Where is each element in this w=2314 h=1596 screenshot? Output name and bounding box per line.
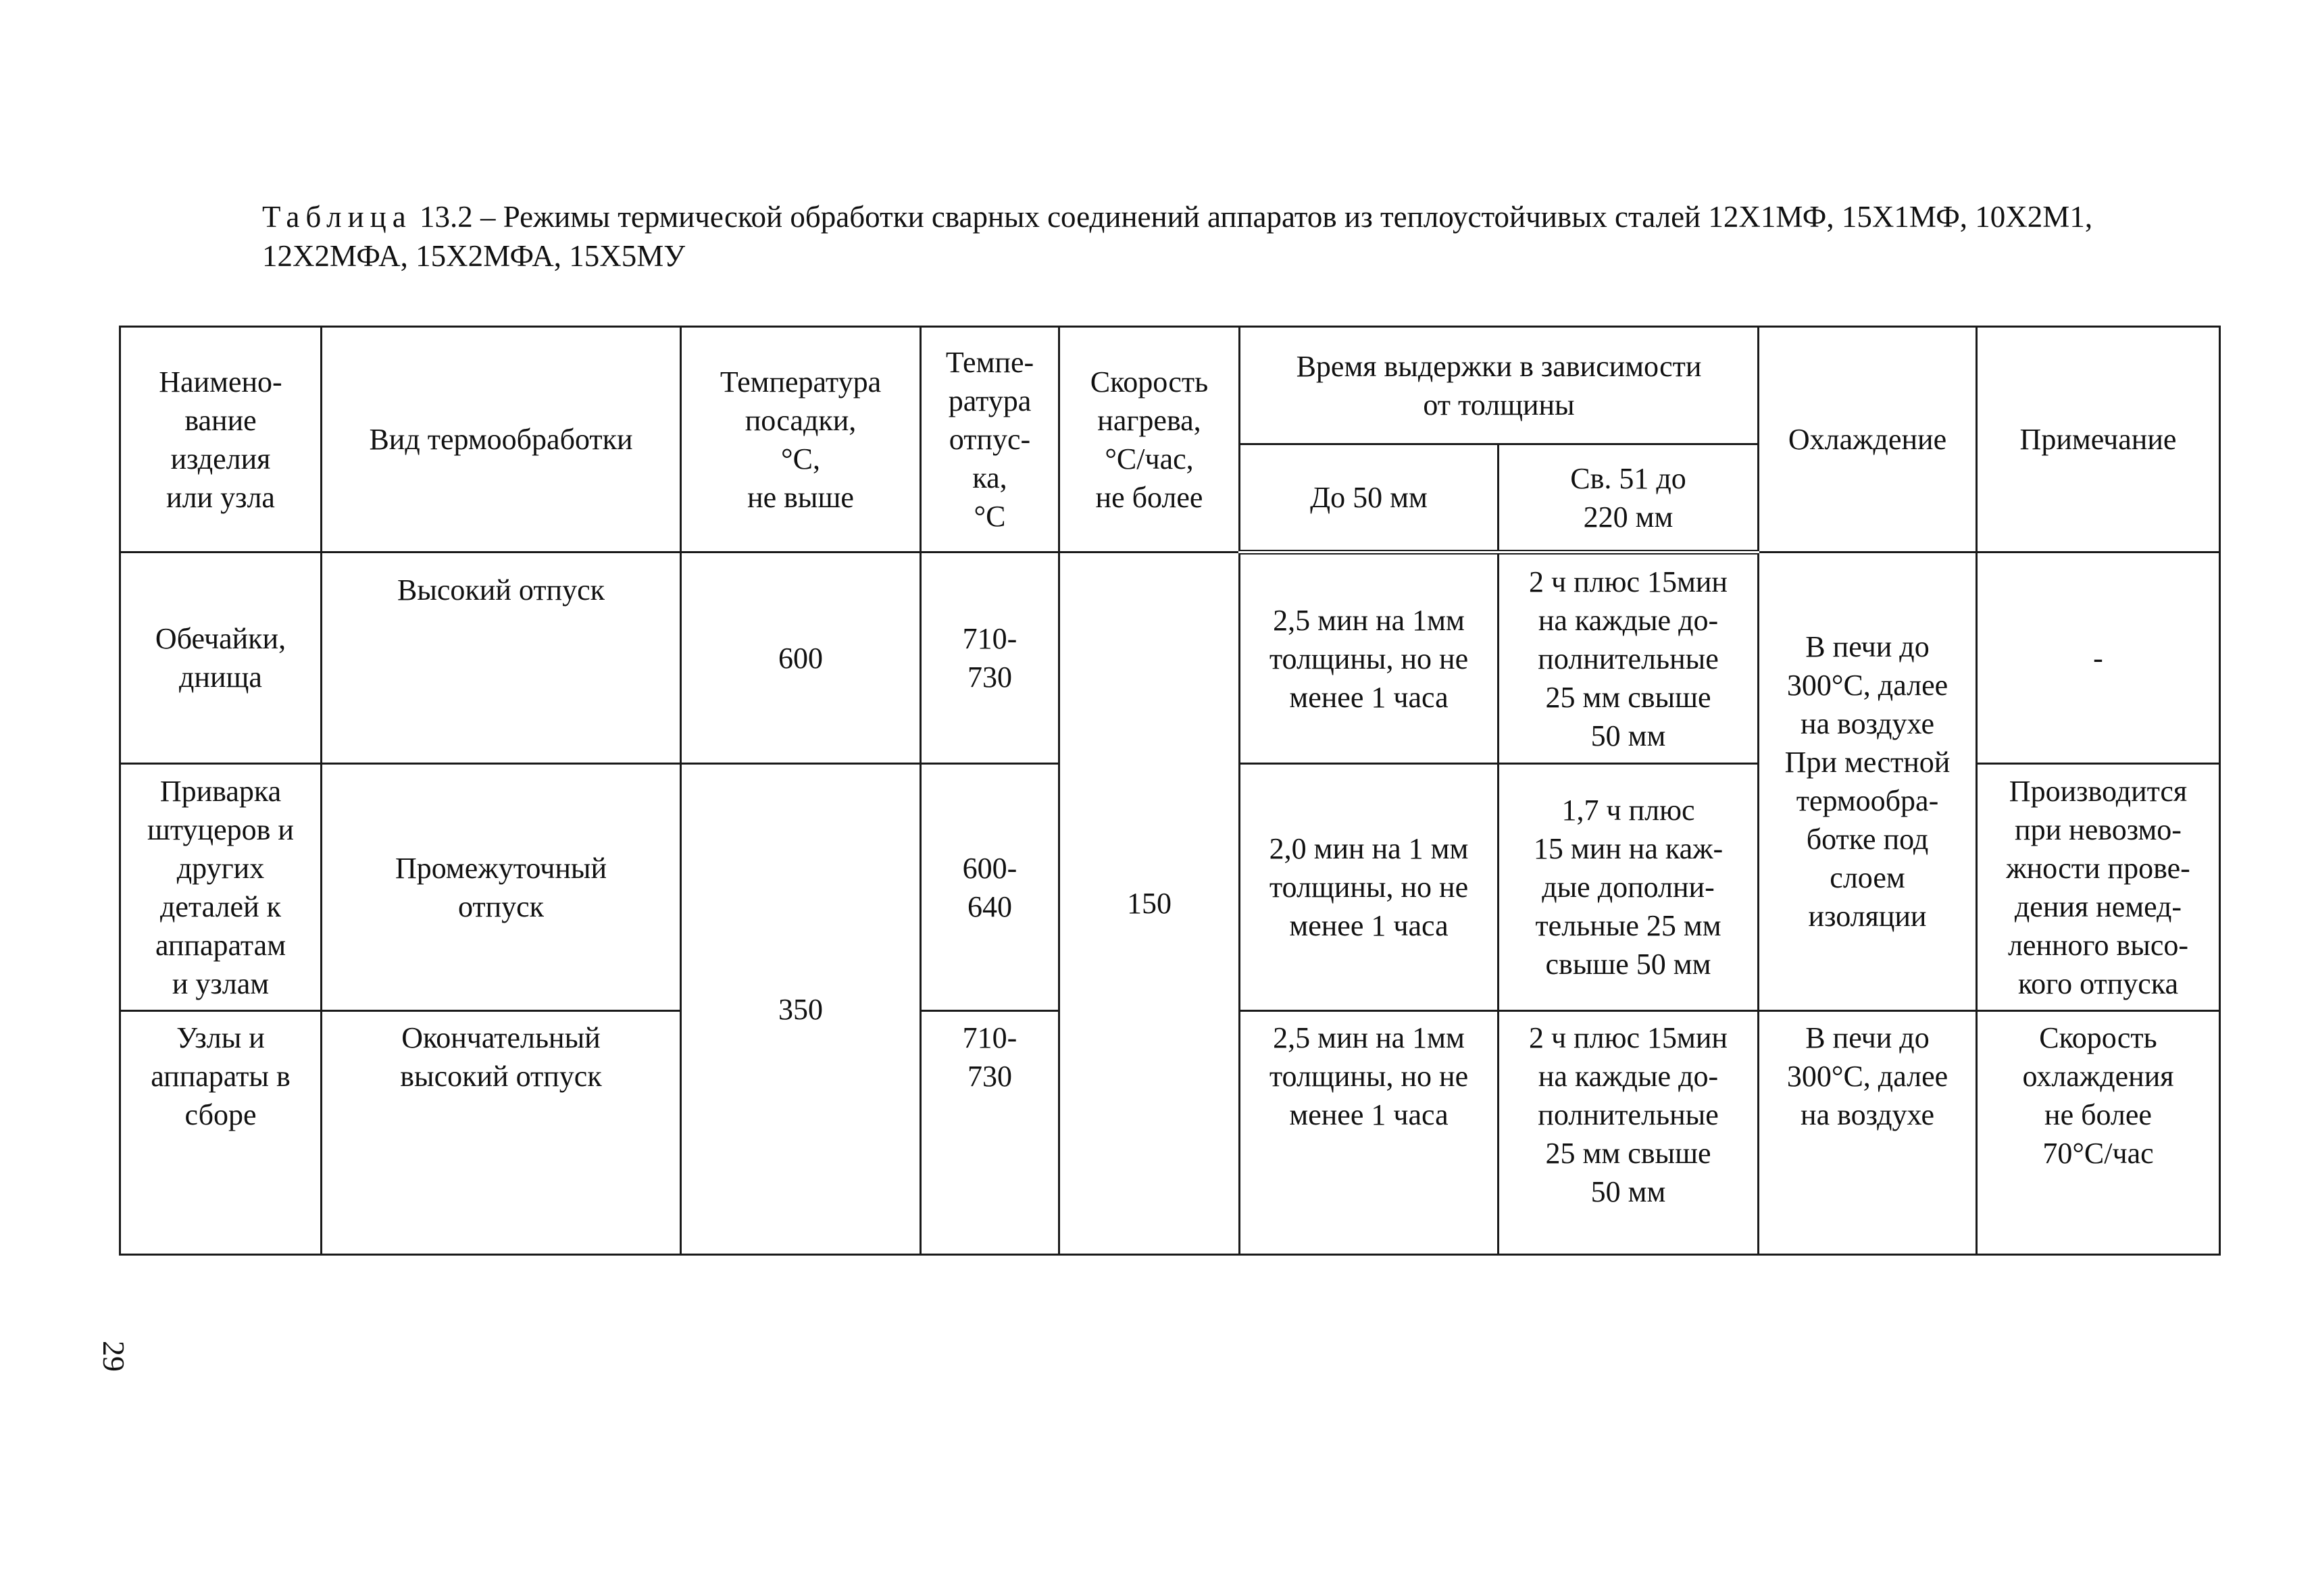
- header-holding-51-220: Св. 51 до 220 мм: [1499, 444, 1759, 552]
- row1-holding-51-220: 2 ч плюс 15мин на каждые до- полнительные 25 мм свыше 50 мм: [1499, 552, 1759, 764]
- page-number: 29: [97, 1341, 131, 1372]
- heat-treatment-table: [119, 326, 2221, 1256]
- row3-tempering-temp: 710- 730: [921, 1011, 1059, 1255]
- row2-holding-upto-50: 2,0 мин на 1 мм толщины, но не менее 1 часа: [1240, 764, 1499, 1011]
- header-holding-upto-50: До 50 мм: [1240, 444, 1499, 552]
- heating-rate-shared: 150: [1059, 552, 1240, 1255]
- header-tempering-temp: Темпе- ратура отпус- ка, °С: [921, 327, 1059, 552]
- row2-note: Производится при невозмо- жности прове- дения немед- ленного высо- кого отпуска: [1977, 764, 2220, 1011]
- row3-name: Узлы и аппараты в сборе: [120, 1011, 322, 1255]
- table-caption-lead: Таблица: [262, 200, 412, 234]
- row3-cooling: В печи до 300°С, далее на воздухе: [1759, 1011, 1977, 1255]
- header-landing-temp: Температура посадки, °С, не выше: [681, 327, 921, 552]
- header-holding-time: Время выдержки в зависимости от толщины: [1240, 327, 1759, 444]
- header-cooling: Охлаждение: [1759, 327, 1977, 552]
- table-caption: [262, 197, 2194, 276]
- header-treatment: Вид термообработки: [322, 327, 681, 552]
- cooling-shared: В печи до 300°С, далее на воздухе При местной термообра- ботке под слоем изоляции: [1759, 552, 1977, 1011]
- row3-treatment: Окончательный высокий отпуск: [322, 1011, 681, 1255]
- row3-note: Скорость охлаждения не более 70°С/час: [1977, 1011, 2220, 1255]
- header-heating-rate: Скорость нагрева, °С/час, не более: [1059, 327, 1240, 552]
- header-name: Наимено- вание изделия или узла: [120, 327, 322, 552]
- row2-treatment: Промежуточный отпуск: [322, 764, 681, 1011]
- row1-note: -: [1977, 552, 2220, 764]
- row1-tempering-temp: 710- 730: [921, 552, 1059, 764]
- table-row: [120, 552, 2220, 764]
- header-note: Примечание: [1977, 327, 2220, 552]
- row2-tempering-temp: 600- 640: [921, 764, 1059, 1011]
- row3-holding-51-220: 2 ч плюс 15мин на каждые до- полнительные 25 мм свыше 50 мм: [1499, 1011, 1759, 1255]
- landing-temp-shared: 350: [681, 764, 921, 1255]
- table-caption-text: 13.2 – Режимы термической обработки сварных соединений аппаратов из теплоустойчивых сталей 12Х1МФ, 15Х1МФ, 10Х2М1, 12Х2МФА, 15Х2МФА, 15Х5МУ: [262, 200, 2093, 273]
- row1-holding-upto-50: 2,5 мин на 1мм толщины, но не менее 1 часа: [1240, 552, 1499, 764]
- row3-holding-upto-50: 2,5 мин на 1мм толщины, но не менее 1 часа: [1240, 1011, 1499, 1255]
- row2-name: Приварка штуцеров и других деталей к аппаратам и узлам: [120, 764, 322, 1011]
- header-row-1: [120, 327, 2220, 444]
- row1-landing-temp: 600: [681, 552, 921, 764]
- row2-holding-51-220: 1,7 ч плюс 15 мин на каж- дые дополни- тельные 25 мм свыше 50 мм: [1499, 764, 1759, 1011]
- row1-treatment: Высокий отпуск: [322, 552, 681, 764]
- row1-name: Обечайки, днища: [120, 552, 322, 764]
